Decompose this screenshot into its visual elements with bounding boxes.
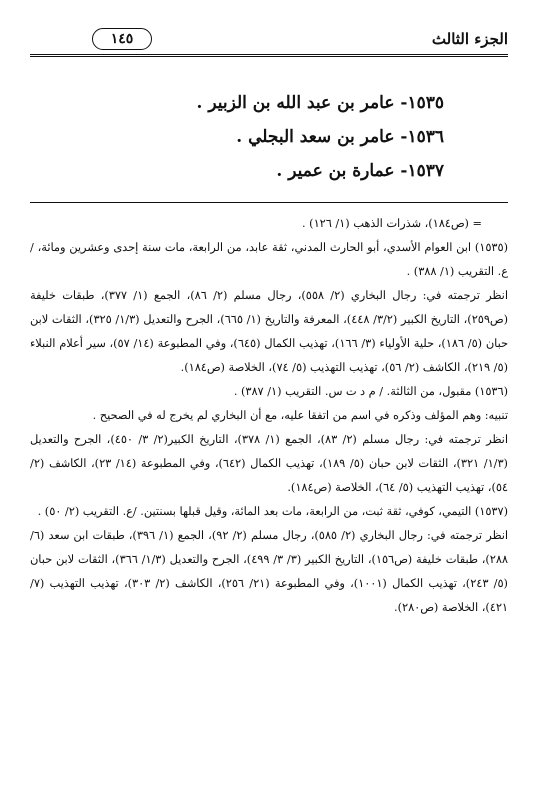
footnote-1537-refs: انظر ترجمته في: رجال البخاري (٢/ ٥٨٥)، رجال مسلم (٢/ ٩٢)، الجمع (١/ ٣٩٦)، طبقات ابن سعد (٦/ ٢٨٨)، طبقات خليفة (ص١٥٦)، التاريخ الكبير (٣/ ٣/ ٤٩٩)، الجرح والتعديل (١/٣/ ٣٦٦)، الثقات لابن حبان (٥/ ٢٤٣)، تهذيب الكمال (١٠٠١)، وفي المطبوعة (٢١/ ٢٥٦)، الكاشف (٢/ ٣٠٣)، تهذيب التهذيب (٧/ ٤٢١)، الخلاصة (ص٢٨٠). xyxy=(30,529,508,614)
page-number-badge: ١٤٥ xyxy=(92,28,152,50)
entry-1537: ١٥٣٧- عمارة بن عمير . xyxy=(276,161,444,181)
book-page xyxy=(30,28,508,620)
entry-1536: ١٥٣٦- عامر بن سعد البجلي . xyxy=(236,127,444,147)
header-rule xyxy=(30,54,508,57)
footnote-1536-note: تنبيه: وهم المؤلف وذكره في اسم من اتفقا عليه، مع أن البخاري لم يخرج له في الصحيح . xyxy=(92,409,508,422)
entry-1535: ١٥٣٥- عامر بن عبد الله بن الزبير . xyxy=(196,93,444,113)
entries-list xyxy=(30,86,444,188)
chapter-title: الجزء الثالث xyxy=(431,30,508,48)
footnote-1537: (١٥٣٧) التيمي، كوفي، ثقة ثبت، من الرابعة، مات بعد المائة، وقيل قبلها بسنتين. /ع. التقريب (٢/ ٥٠) . xyxy=(37,505,508,518)
footnote-continuation: = (ص١٨٤)، شذرات الذهب (١/ ١٢٦) . xyxy=(301,217,482,230)
footnote-1536: (١٥٣٦) مقبول، من الثالثة. / م د ت س. التقريب (١/ ٣٨٧) . xyxy=(233,385,508,398)
footnote-1536-refs: انظر ترجمته في: رجال مسلم (٢/ ٨٣)، الجمع (١/ ٣٧٨)، التاريخ الكبير(٢/ ٣/ ٤٥٠)، الجرح والتعديل (١/٣/ ٣٢١)، الثقات لابن حبان (٥/ ١٨٩)، تهذيب الكمال (٦٤٢)، وفي المطبوعة (١٤/ ٢٣)، الكاشف (٢/ ٥٤)، تهذيب التهذيب (٥/ ٦٤)، الخلاصة (ص١٨٤). xyxy=(30,433,508,494)
footnote-1535: (١٥٣٥) ابن العوام الأسدي، أبو الحارث المدني، ثقة عابد، من الرابعة، مات سنة إحدى وعشرين ومائة، / ع. التقريب (١/ ٣٨٨) . xyxy=(30,241,508,278)
footnotes xyxy=(30,212,508,620)
footnote-1535-refs: انظر ترجمته في: رجال البخاري (٢/ ٥٥٨)، رجال مسلم (٢/ ٨٦)، الجمع (١/ ٣٧٧)، طبقات خليفة (ص٢٥٩)، التاريخ الكبير (٣/٢/ ٤٤٨)، المعرفة والتاريخ (١/ ٦٦٥)، الجرح والتعديل (١/٣/ ٣٢٥)، الثقات لابن حبان (٥/ ١٨٦)، حلية الأولياء (٣/ ١٦٦)، تهذيب الكمال (٦٤٥)، وفي المطبوعة (١٤/ ٥٧)، سير أعلام النبلاء (٥/ ٢١٩)، الكاشف (٢/ ٥٦)، تهذيب التهذيب (٥/ ٧٤)، الخلاصة (ص١٨٤). xyxy=(30,289,508,374)
page-header xyxy=(30,28,508,52)
footnote-divider xyxy=(30,202,508,203)
